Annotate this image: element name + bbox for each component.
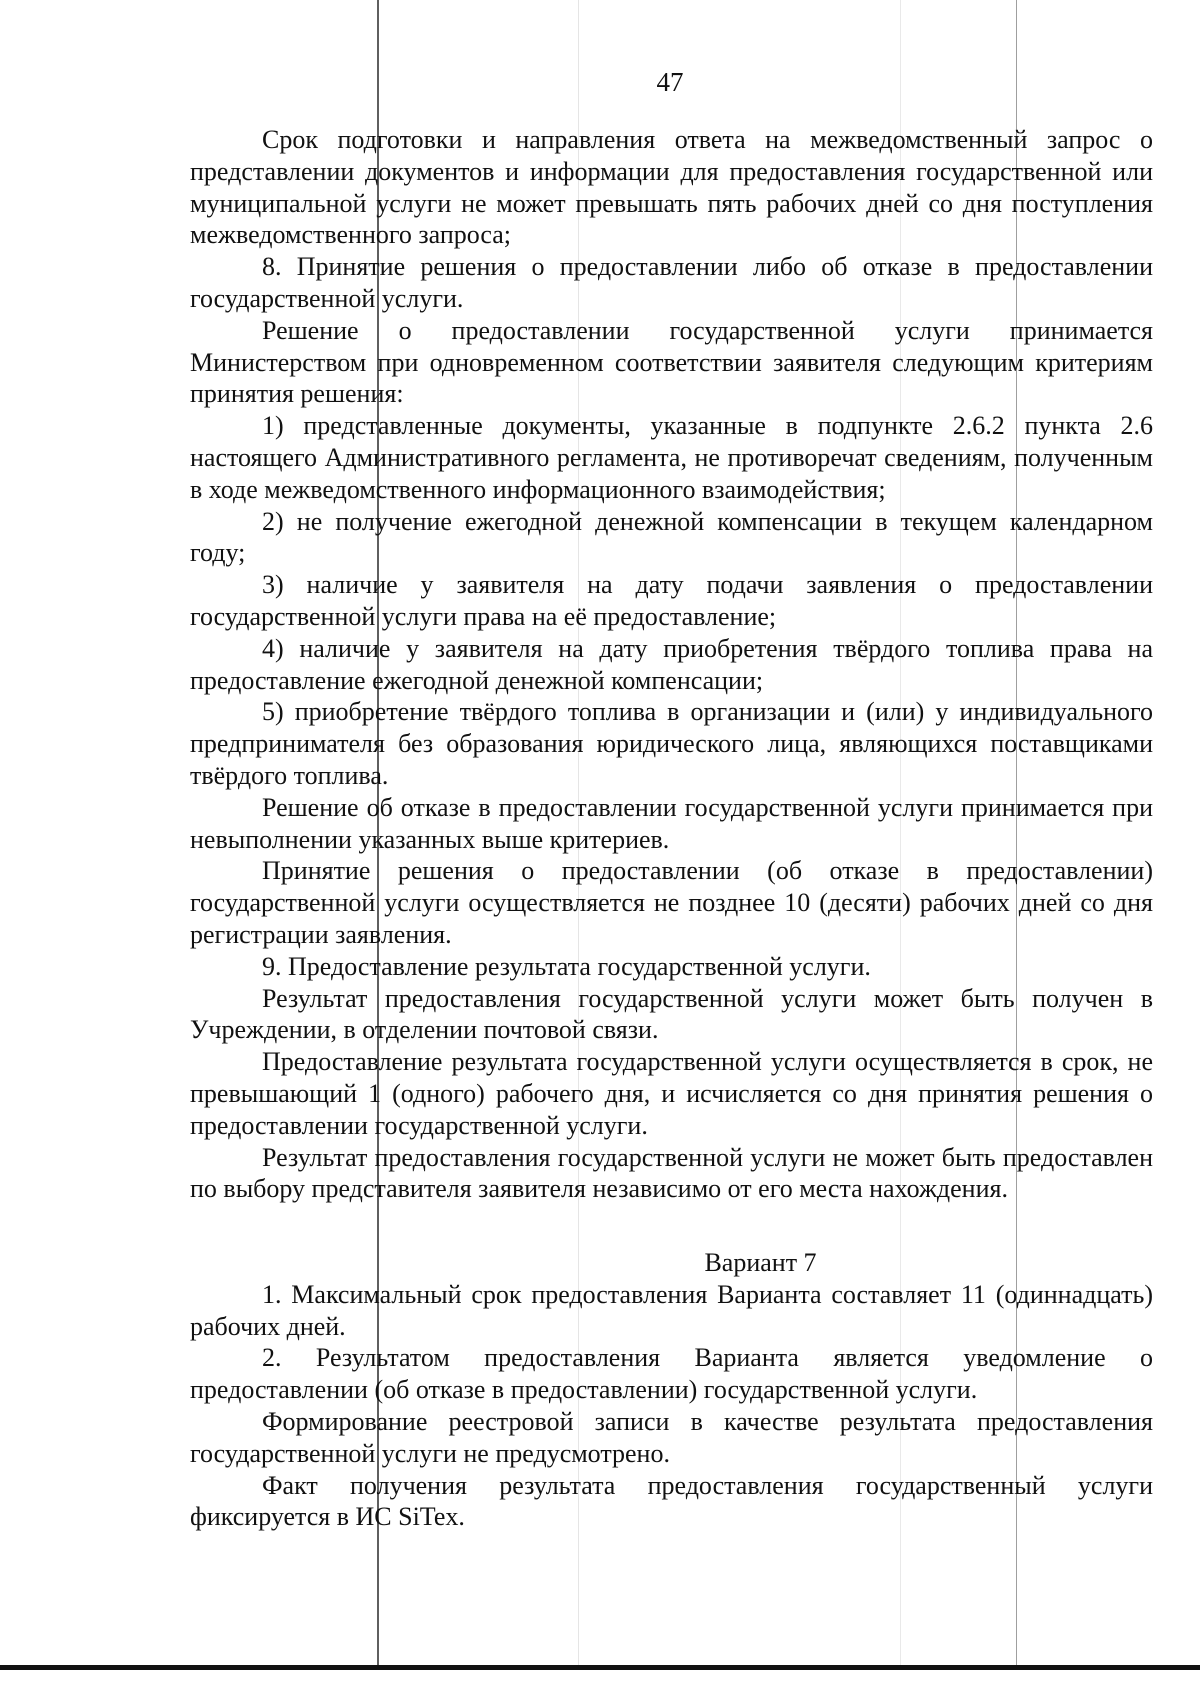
paragraph: Принятие решения о предоставлении (об отказе в предоставлении) государственной услуги осуществляется не позднее 10 (десяти) рабочих дней со дня регистрации заявления. (190, 856, 1153, 949)
list-item-criterion-5: 5) приобретение твёрдого топлива в организации и (или) у индивидуального предпринимателя без образования юридического лица, являющихся поставщиками твёрдого топлива. (190, 697, 1153, 790)
paragraph: 2. Результатом предоставления Варианта является уведомление о предоставлении (об отказе в предоставлении) государственной услуги. (190, 1343, 1153, 1405)
paragraph: Срок подготовки и направления ответа на межведомственный запрос о представлении документов и информации для предоставления государственной или муниципальной услуги не может превышать пять рабочих дней со дня поступления межведомственного запроса; (190, 125, 1153, 250)
section-spacer (190, 1205, 1153, 1247)
paragraph: Результат предоставления государственной услуги может быть получен в Учреждении, в отделении почтовой связи. (190, 983, 1153, 1045)
section-heading: Вариант 7 (704, 1248, 817, 1278)
list-item-criterion-4: 4) наличие у заявителя на дату приобретения твёрдого топлива права на предоставление ежегодной денежной компенсации; (190, 633, 1153, 695)
paragraph: 1. Максимальный срок предоставления Варианта составляет 11 (одиннадцать) рабочих дней. (190, 1279, 1153, 1341)
list-item-criterion-3: 3) наличие у заявителя на дату подачи заявления о предоставлении государственной услуги права на её предоставление; (190, 570, 1153, 631)
paragraph: 8. Принятие решения о предоставлении либо об отказе в предоставлении государственной услуги. (190, 252, 1153, 313)
scan-bottom-edge (0, 1665, 1200, 1670)
paragraph: 9. Предоставление результата государственной услуги. (262, 951, 871, 981)
paragraph: Предоставление результата государственной услуги осуществляется в срок, не превышающий 1 (одного) рабочего дня, и исчисляется со дня принятия решения о предоставлении государственной услуги. (190, 1047, 1153, 1140)
page-number: 47 (656, 67, 684, 97)
paragraph: Результат предоставления государственной услуги не может быть предоставлен по выбору представителя заявителя независимо от его места нахождения. (190, 1142, 1153, 1204)
list-item-criterion-2: 2) не получение ежегодной денежной компенсации в текущем календарном году; (190, 506, 1153, 568)
paragraph: Решение о предоставлении государственной услуги принимается Министерством при одновременном соответствии заявителя следующим критериям принятия решения: (190, 315, 1153, 409)
paragraph: Факт получения результата предоставления государственный услуги фиксируется в ИС SiTex. (190, 1470, 1153, 1532)
document-body (190, 124, 1153, 1533)
paragraph: Формирование реестровой записи в качестве результата предоставления государственной услуги не предусмотрено. (190, 1407, 1153, 1468)
list-item-criterion-1: 1) представленные документы, указанные в подпункте 2.6.2 пункта 2.6 настоящего Административного регламента, не противоречат сведениям, полученным в ходе межведомственного информационного взаимодействия; (190, 411, 1153, 504)
paragraph: Решение об отказе в предоставлении государственной услуги принимается при невыполнении указанных выше критериев. (190, 792, 1153, 854)
